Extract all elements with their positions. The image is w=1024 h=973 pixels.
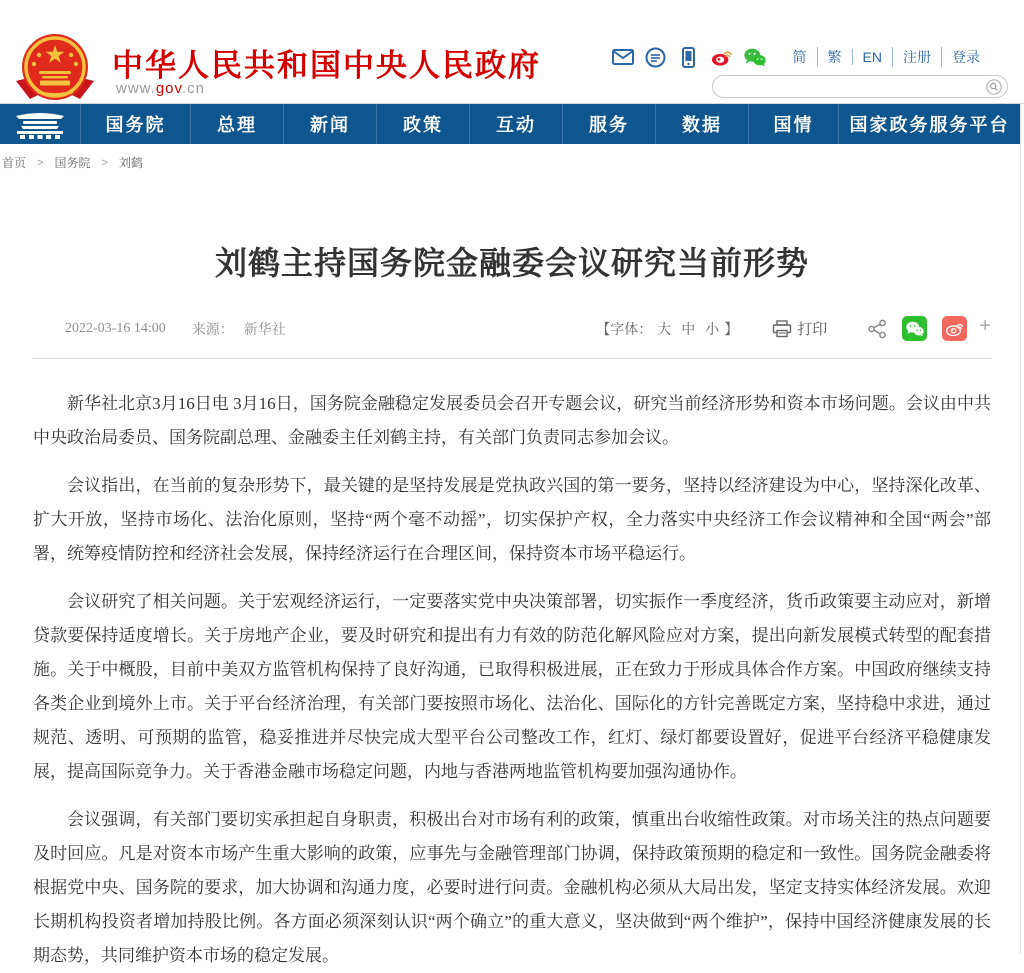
site-header [0, 0, 1024, 104]
source-label: 来源： [191, 322, 234, 338]
mobile-icon[interactable] [678, 46, 700, 68]
article-paragraph: 会议研究了相关问题。关于宏观经济运行，一定要落实党中央决策部署，切实振作一季度经济，货币政策要主动应对，新增贷款要保持适度增长。关于房地产企业，要及时研究和提出有力有效的防范化解风险应对方案，提出向新发展模式转型的配套措施。关于中概股，目前中美双方监管机构保持了良好沟通，已取得积极进展，正在致力于形成具体合作方案。中国政府继续支持各类企业到境外上市。关于平台经济治理，有关部门要按照市场化、法治化、国际化的方针完善既定方案，坚持稳中求进，通过规范、透明、可预期的监管，稳妥推进并尽快完成大型平台公司整改工作，红灯、绿灯都要设置好，促进平台经济平稳健康发展，提高国际竞争力。关于香港金融市场稳定问题，内地与香港两地监管机构要加强沟通协作。 [33, 592, 991, 781]
search-icon[interactable] [986, 79, 1002, 95]
nav-item-national-conditions[interactable]: 国情 [748, 104, 838, 144]
link-register[interactable]: 注册 [892, 47, 941, 67]
mail-icon[interactable] [612, 46, 634, 68]
breadcrumb-current[interactable]: 刘鹤 [118, 156, 143, 170]
nav-item-gov-service-platform[interactable]: 国家政务服务平台 [838, 104, 1020, 144]
nav-item-services[interactable]: 服务 [562, 104, 655, 144]
font-size-large[interactable]: 大 [657, 320, 672, 337]
site-url [116, 80, 205, 97]
article-paragraph: 会议指出，在当前的复杂形势下，最关键的是坚持发展是党执政兴国的第一要务，坚持以经济建设为中心，坚持深化改革、扩大开放，坚持市场化、法治化原则，坚持“两个毫不动摇”，切实保护产权，全力落实中央经济工作会议精神和全国“两会”部署，统筹疫情防控和经济社会发展，保持经济运行在合理区间，保持资本市场平稳运行。 [33, 476, 991, 563]
meta-divider [33, 358, 991, 359]
breadcrumb-separator: > [37, 156, 44, 169]
breadcrumb [0, 144, 1024, 181]
article [0, 238, 1024, 973]
search-box [712, 75, 1008, 98]
search-input[interactable] [725, 77, 983, 96]
site-url-cn: .cn [181, 80, 205, 97]
nav-home[interactable] [0, 104, 80, 144]
breadcrumb-home[interactable]: 首页 [2, 156, 27, 170]
main-nav [0, 104, 1020, 144]
nav-item-interaction[interactable]: 互动 [469, 104, 562, 144]
site-url-www: www. [116, 80, 156, 97]
header-icon-row [612, 45, 990, 69]
font-label-close: 】 [724, 320, 739, 337]
share-more-button[interactable]: + [979, 315, 991, 337]
font-size-medium[interactable]: 中 [681, 320, 696, 337]
site-url-gov: gov [155, 80, 182, 97]
weibo-share-icon[interactable] [942, 316, 967, 341]
share-nodes-icon[interactable] [867, 319, 887, 339]
link-traditional[interactable]: 繁 [817, 47, 852, 67]
font-size-control [596, 319, 738, 339]
quick-links [783, 47, 990, 67]
nav-item-state-council[interactable]: 国务院 [80, 104, 190, 144]
site-title: 中华人民共和国中央人民政府 [112, 48, 541, 83]
breadcrumb-state-council[interactable]: 国务院 [54, 156, 91, 170]
weibo-icon[interactable] [711, 46, 733, 68]
article-title: 刘鹤主持国务院金融委会议研究当前形势 [214, 245, 809, 281]
message-icon[interactable] [645, 46, 667, 68]
print-label: 打印 [797, 321, 828, 338]
share-group [867, 316, 991, 341]
print-button[interactable] [772, 318, 827, 339]
wechat-share-icon[interactable] [902, 316, 927, 341]
nav-item-data[interactable]: 数据 [655, 104, 748, 144]
nav-item-news[interactable]: 新闻 [283, 104, 376, 144]
link-login[interactable]: 登录 [941, 47, 990, 67]
article-paragraph: 新华社北京3月16日电 3月16日，国务院金融稳定发展委员会召开专题会议，研究当前经济形势和资本市场问题。会议由中共中央政治局委员、国务院副总理、金融委主任刘鹤主持，有关部门负责同志参加会议。 [33, 394, 991, 447]
article-body [33, 387, 991, 973]
printer-icon [772, 320, 792, 338]
publish-date: 2022-03-16 14:00 [65, 320, 166, 336]
breadcrumb-separator: > [101, 156, 108, 169]
wechat-icon[interactable] [744, 46, 766, 68]
article-meta-left [33, 319, 286, 339]
national-emblem-logo [10, 33, 100, 103]
tiananmen-icon [11, 109, 69, 139]
article-meta-right [596, 316, 991, 341]
article-paragraph: 会议强调，有关部门要切实承担起自身职责，积极出台对市场有利的政策，慎重出台收缩性政策。对市场关注的热点问题要及时回应。凡是对资本市场产生重大影响的政策，应事先与金融管理部门协调，保持政策预期的稳定和一致性。国务院金融委将根据党中央、国务院的要求，加大协调和沟通力度，必要时进行问责。金融机构必须从大局出发，坚定支持实体经济发展。欢迎长期机构投资者增加持股比例。各方面必须深刻认识“两个确立”的重大意义，坚决做到“两个维护”，保持中国经济健康发展的长期态势，共同维护资本市场的稳定发展。 [33, 810, 991, 965]
article-meta-row [33, 316, 991, 341]
nav-item-policy[interactable]: 政策 [376, 104, 469, 144]
source-link[interactable]: 新华社 [243, 322, 286, 338]
nav-item-premier[interactable]: 总理 [190, 104, 283, 144]
font-label-open: 【字体： [596, 320, 653, 337]
page-right-border [1020, 104, 1021, 954]
link-simplified[interactable]: 简 [792, 49, 807, 65]
link-english[interactable]: EN [852, 49, 892, 65]
font-size-small[interactable]: 小 [705, 320, 720, 337]
